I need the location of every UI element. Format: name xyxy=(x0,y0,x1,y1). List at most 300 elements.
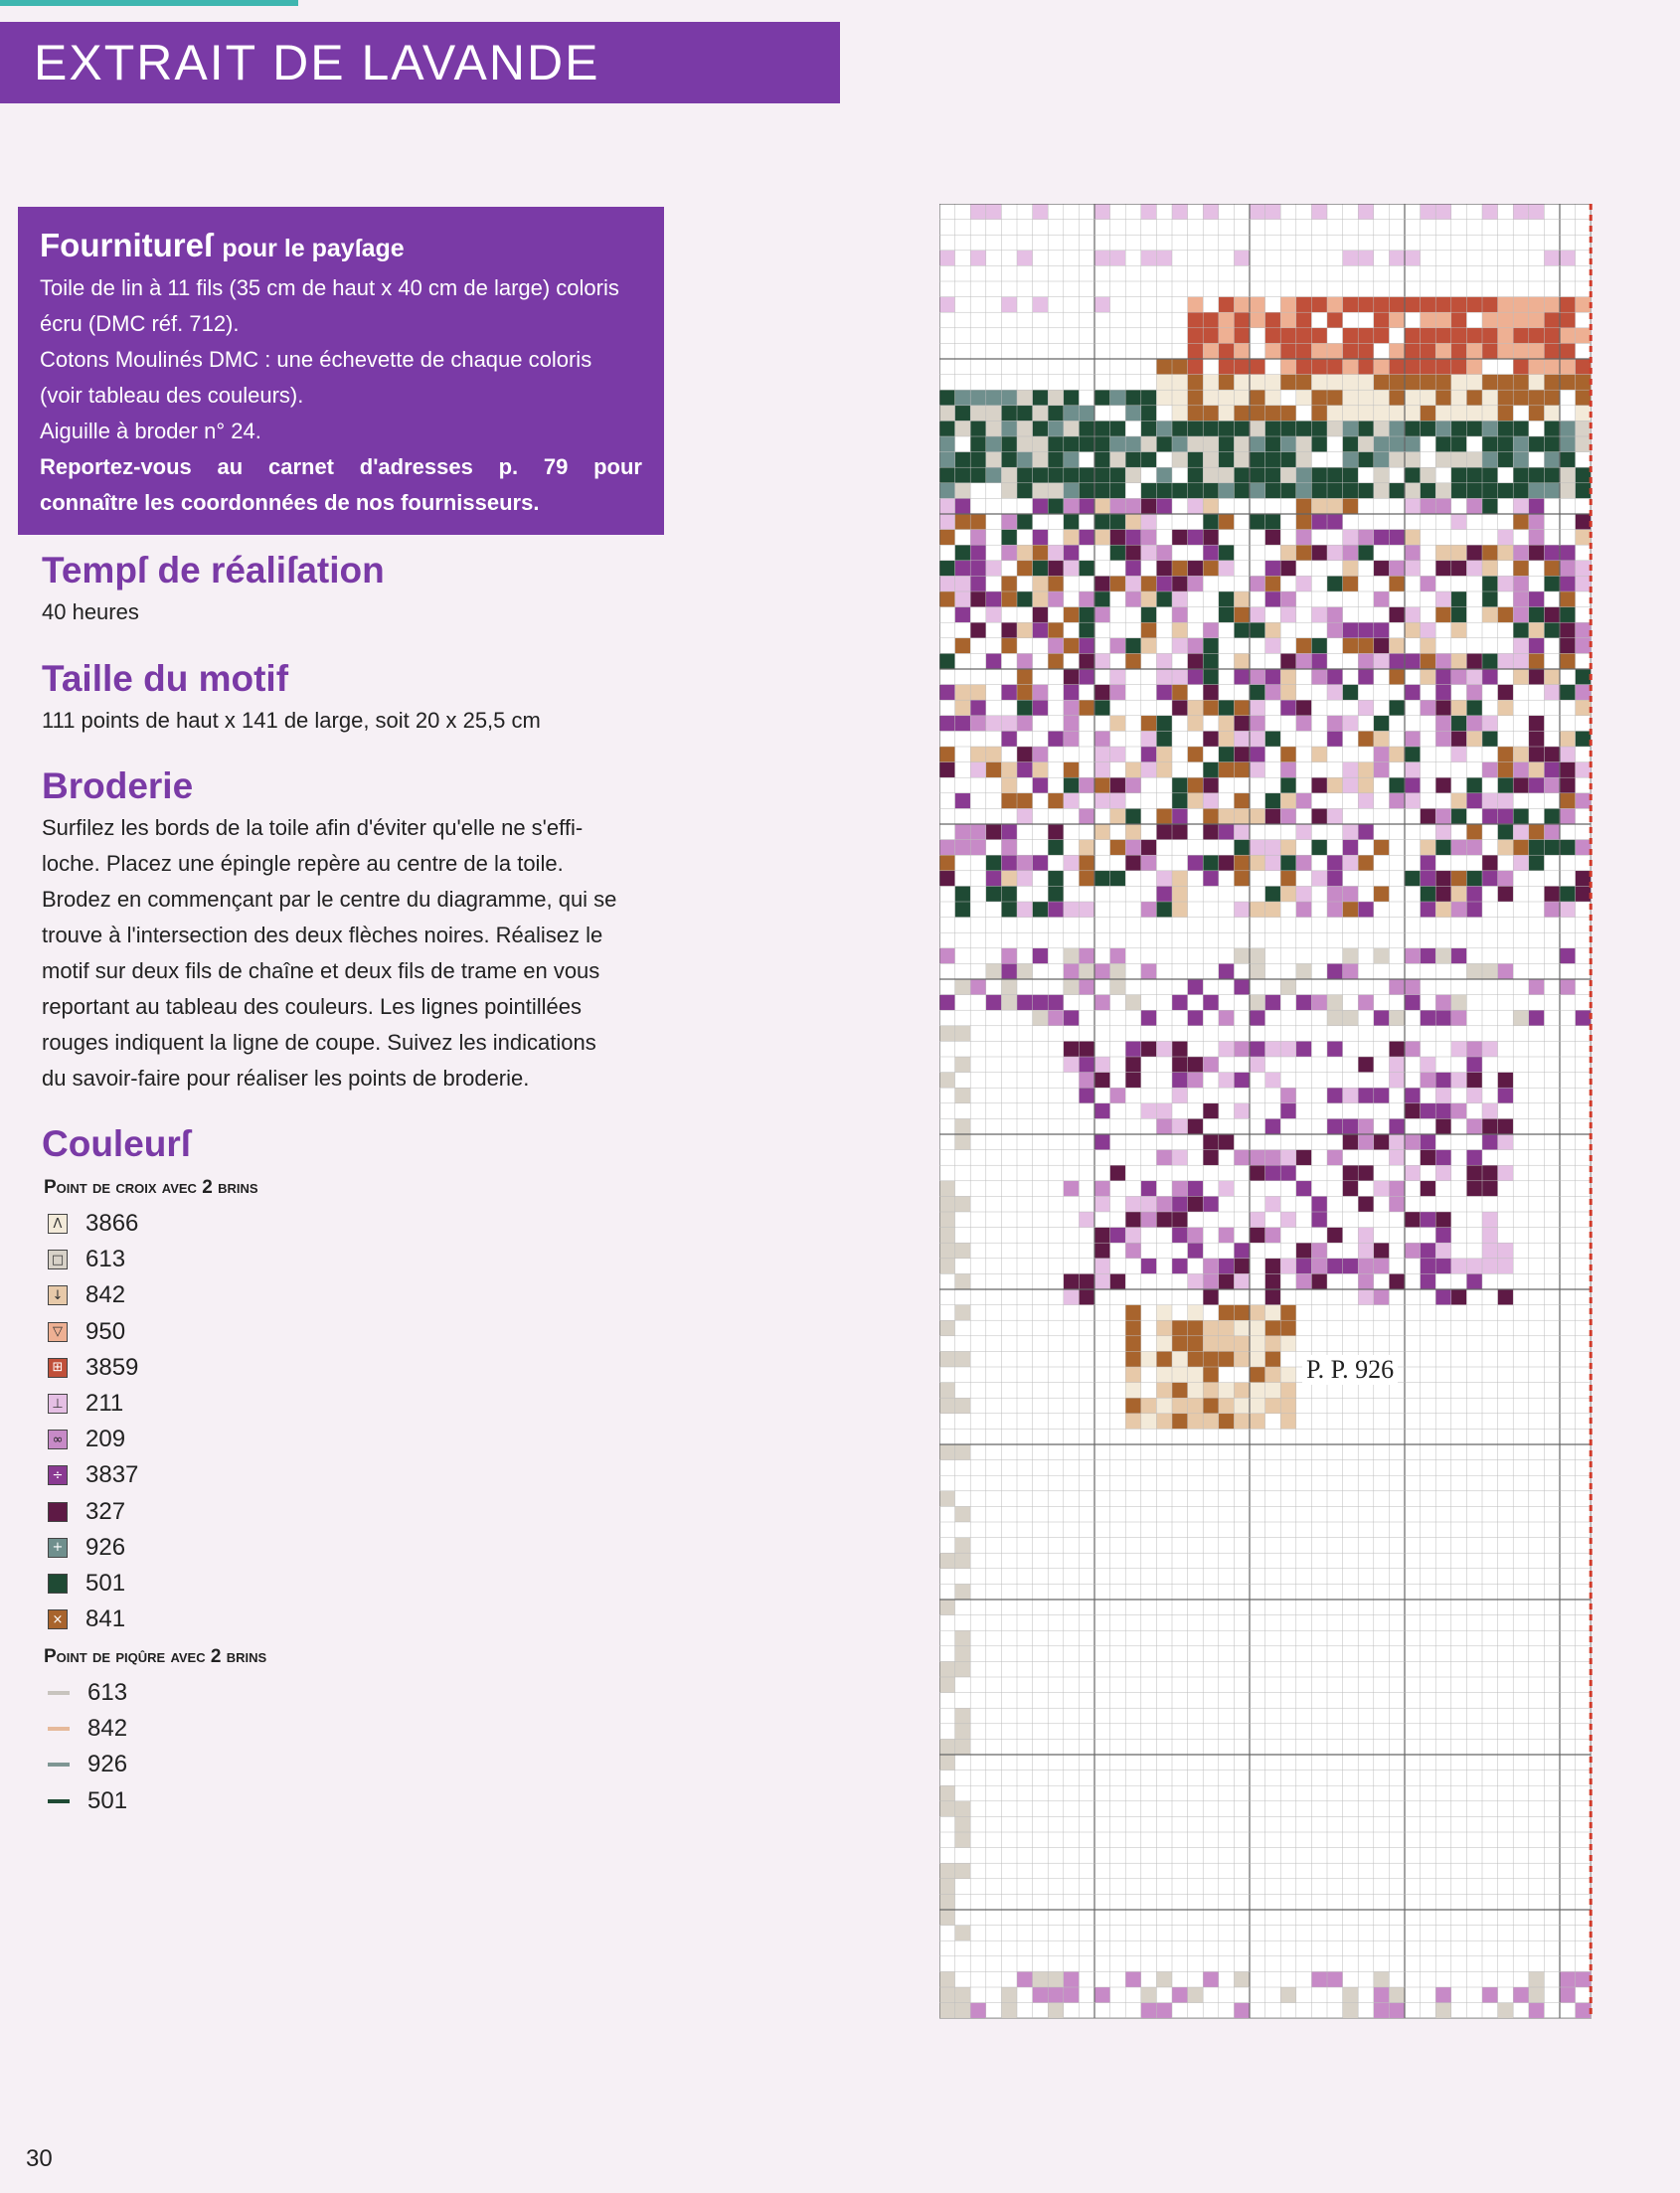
stitch-cell xyxy=(1125,1243,1141,1259)
stitch-cell xyxy=(1234,1305,1250,1321)
stitch-cell xyxy=(939,1351,955,1367)
stitch-cell xyxy=(1172,1073,1188,1089)
stitch-cell xyxy=(1421,840,1436,856)
stitch-cell xyxy=(1311,808,1327,824)
stitch-cell xyxy=(970,561,986,577)
stitch-cell xyxy=(1421,467,1436,483)
stitch-cell xyxy=(1033,948,1049,964)
stitch-cell xyxy=(1327,902,1343,918)
stitch-cell xyxy=(1374,886,1390,902)
stitch-cell xyxy=(955,1351,971,1367)
stitch-cell xyxy=(1451,607,1467,623)
stitch-cell xyxy=(1421,902,1436,918)
stitch-cell xyxy=(1498,343,1514,359)
stitch-cell xyxy=(1466,498,1482,514)
stitch-cell xyxy=(1156,1971,1172,1987)
stitch-cell xyxy=(1110,871,1126,887)
backstitch-line-swatch xyxy=(48,1799,70,1803)
stitch-cell xyxy=(970,2003,986,2019)
stitch-cell xyxy=(1110,747,1126,762)
stitch-cell xyxy=(1001,436,1017,452)
stitch-cell xyxy=(939,1863,955,1879)
stitch-cell xyxy=(1358,359,1374,375)
stitch-cell xyxy=(1188,1118,1204,1134)
stitch-cell xyxy=(970,530,986,546)
stitch-cell xyxy=(1064,700,1080,716)
stitch-cell xyxy=(1311,406,1327,422)
stitch-cell xyxy=(939,1398,955,1414)
stitch-cell xyxy=(1110,777,1126,793)
stitch-cell xyxy=(1125,1971,1141,1987)
supplies-line: Toile de lin à 11 fils (35 cm de haut x 40 cm de large) coloris xyxy=(40,275,619,300)
stitch-cell xyxy=(1482,1243,1498,1259)
color-code: 926 xyxy=(87,1751,128,1778)
stitch-cell xyxy=(1327,871,1343,887)
stitch-cell xyxy=(1421,406,1436,422)
stitch-cell xyxy=(1048,591,1064,607)
stitch-cell xyxy=(1234,1150,1250,1166)
stitch-cell xyxy=(955,498,971,514)
color-code: 3859 xyxy=(85,1353,139,1381)
stitch-cell xyxy=(1374,421,1390,436)
stitch-cell xyxy=(970,406,986,422)
stitch-cell xyxy=(1498,762,1514,778)
stitch-cell xyxy=(1079,607,1094,623)
stitch-cell xyxy=(1125,1041,1141,1057)
legend-item xyxy=(48,1786,127,1816)
stitch-cell xyxy=(1421,871,1436,887)
stitch-cell xyxy=(1094,653,1110,669)
stitch-cell xyxy=(1466,1273,1482,1289)
stitch-cell xyxy=(1188,1367,1204,1383)
stitch-cell xyxy=(1265,561,1281,577)
stitch-cell xyxy=(1079,1088,1094,1103)
stitch-cell xyxy=(1280,452,1296,468)
stitch-cell xyxy=(1156,1305,1172,1321)
stitch-cell xyxy=(1421,638,1436,654)
stitch-cell xyxy=(1421,328,1436,344)
stitch-cell xyxy=(1250,483,1265,499)
stitch-cell xyxy=(1529,204,1545,220)
stitch-cell xyxy=(1141,483,1157,499)
stitch-cell xyxy=(1358,1057,1374,1073)
stitch-cell xyxy=(1001,406,1017,422)
page-number: 30 xyxy=(26,2145,53,2172)
stitch-cell xyxy=(1250,622,1265,638)
stitch-cell xyxy=(1358,328,1374,344)
stitch-cell xyxy=(1219,1259,1235,1274)
stitch-cell xyxy=(1125,808,1141,824)
stitch-cell xyxy=(1234,840,1250,856)
stitch-cell xyxy=(1125,1212,1141,1228)
stitch-cell xyxy=(1172,777,1188,793)
stitch-cell xyxy=(1048,995,1064,1011)
page-title-bar xyxy=(0,22,840,103)
stitch-cell xyxy=(939,514,955,530)
stitch-cell xyxy=(1576,467,1592,483)
stitch-cell xyxy=(1265,1196,1281,1212)
stitch-cell xyxy=(1389,312,1405,328)
stitch-cell xyxy=(1156,1212,1172,1228)
stitch-cell xyxy=(1280,561,1296,577)
stitch-cell xyxy=(1203,467,1219,483)
stitch-cell xyxy=(1219,561,1235,577)
stitch-cell xyxy=(1172,1196,1188,1212)
stitch-cell xyxy=(986,406,1002,422)
stitch-cell xyxy=(1421,855,1436,871)
stitch-cell xyxy=(1156,1196,1172,1212)
stitch-cell xyxy=(1451,871,1467,887)
stitch-cell xyxy=(1234,607,1250,623)
stitch-cell xyxy=(1435,1118,1451,1134)
stitch-cell xyxy=(1094,530,1110,546)
stitch-cell xyxy=(1343,948,1359,964)
stitch-cell xyxy=(939,1026,955,1042)
stitch-cell xyxy=(1482,312,1498,328)
stitch-cell xyxy=(1265,1305,1281,1321)
stitch-cell xyxy=(1172,452,1188,468)
stitch-cell xyxy=(1001,948,1017,964)
stitch-cell xyxy=(1079,530,1094,546)
stitch-cell xyxy=(939,653,955,669)
stitch-cell xyxy=(1358,762,1374,778)
stitch-cell xyxy=(1389,979,1405,995)
stitch-cell xyxy=(1172,1057,1188,1073)
stitch-cell xyxy=(1421,1243,1436,1259)
stitch-cell xyxy=(1343,375,1359,391)
stitch-cell xyxy=(1219,312,1235,328)
stitch-cell xyxy=(1374,622,1390,638)
stitch-cell xyxy=(1064,1273,1080,1289)
stitch-cell xyxy=(1156,886,1172,902)
stitch-cell xyxy=(1513,653,1529,669)
stitch-cell xyxy=(939,297,955,313)
stitch-cell xyxy=(1451,700,1467,716)
stitch-cell xyxy=(1017,653,1033,669)
stitch-cell xyxy=(1576,1971,1592,1987)
stitch-cell xyxy=(1048,653,1064,669)
stitch-cell xyxy=(1172,824,1188,840)
stitch-cell xyxy=(1017,483,1033,499)
stitch-cell xyxy=(1389,1041,1405,1057)
stitch-cell xyxy=(1110,793,1126,809)
stitch-cell xyxy=(1296,1150,1312,1166)
stitch-cell xyxy=(955,1444,971,1460)
stitch-cell xyxy=(1094,483,1110,499)
stitch-cell xyxy=(1017,251,1033,266)
stitch-cell xyxy=(1311,995,1327,1011)
stitch-cell xyxy=(1358,1228,1374,1244)
stitch-cell xyxy=(1435,871,1451,887)
stitch-cell xyxy=(1466,421,1482,436)
stitch-cell xyxy=(1172,1398,1188,1414)
stitch-cell xyxy=(1374,653,1390,669)
stitch-cell xyxy=(1234,653,1250,669)
stitch-cell xyxy=(1498,1073,1514,1089)
stitch-cell xyxy=(1125,561,1141,577)
stitch-cell xyxy=(1435,1088,1451,1103)
stitch-cell xyxy=(939,1600,955,1615)
stitch-cell xyxy=(1017,716,1033,732)
stitch-cell xyxy=(1048,886,1064,902)
stitch-cell xyxy=(1498,390,1514,406)
stitch-cell xyxy=(1234,1041,1250,1057)
stitch-cell xyxy=(1141,390,1157,406)
stitch-cell xyxy=(1343,576,1359,591)
stitch-cell xyxy=(1079,622,1094,638)
stitch-cell xyxy=(970,251,986,266)
stitch-cell xyxy=(1094,793,1110,809)
stitch-cell xyxy=(1343,1088,1359,1103)
stitch-cell xyxy=(1482,467,1498,483)
stitch-cell xyxy=(1188,375,1204,391)
stitch-cell xyxy=(1513,669,1529,685)
stitch-cell xyxy=(1389,375,1405,391)
stitch-cell xyxy=(1172,808,1188,824)
stitch-cell xyxy=(1466,669,1482,685)
stitch-cell xyxy=(1094,1243,1110,1259)
stitch-cell xyxy=(955,1305,971,1321)
stitch-cell xyxy=(1544,436,1560,452)
stitch-cell xyxy=(1048,467,1064,483)
stitch-cell xyxy=(1513,545,1529,561)
stitch-cell xyxy=(1296,1041,1312,1057)
stitch-cell xyxy=(1389,251,1405,266)
legend-item xyxy=(48,1750,127,1779)
stitch-cell xyxy=(1311,343,1327,359)
embroidery-line: Brodez en commençant par le centre du diagramme, qui se xyxy=(42,887,617,912)
legend-item xyxy=(48,1280,125,1310)
stitch-cell xyxy=(1156,436,1172,452)
stitch-cell xyxy=(1529,343,1545,359)
stitch-cell xyxy=(1405,622,1421,638)
stitch-cell xyxy=(1466,452,1482,468)
stitch-cell xyxy=(1296,902,1312,918)
stitch-cell xyxy=(1079,406,1094,422)
stitch-cell xyxy=(1280,1414,1296,1430)
stitch-cell xyxy=(1219,1320,1235,1336)
stitch-cell xyxy=(1343,1134,1359,1150)
stitch-cell xyxy=(1544,312,1560,328)
stitch-cell xyxy=(1141,452,1157,468)
stitch-cell xyxy=(1094,421,1110,436)
stitch-cell xyxy=(1079,436,1094,452)
stitch-cell xyxy=(1048,638,1064,654)
stitch-cell xyxy=(1280,1398,1296,1414)
stitch-cell xyxy=(1234,948,1250,964)
stitch-cell xyxy=(1203,824,1219,840)
stitch-cell xyxy=(1466,793,1482,809)
stitch-cell xyxy=(1141,1987,1157,2003)
stitch-cell xyxy=(1311,467,1327,483)
stitch-cell xyxy=(1001,979,1017,995)
stitch-cell xyxy=(1079,808,1094,824)
stitch-cell xyxy=(1405,653,1421,669)
stitch-cell xyxy=(1296,390,1312,406)
stitch-cell xyxy=(1017,669,1033,685)
stitch-cell xyxy=(1451,421,1467,436)
stitch-cell xyxy=(1421,700,1436,716)
stitch-cell xyxy=(1560,591,1576,607)
stitch-cell xyxy=(1343,436,1359,452)
stitch-cell xyxy=(1265,1336,1281,1352)
stitch-cell xyxy=(1219,1398,1235,1414)
stitch-cell xyxy=(1482,498,1498,514)
stitch-cell xyxy=(1234,591,1250,607)
stitch-cell xyxy=(1250,421,1265,436)
stitch-cell xyxy=(1405,1165,1421,1181)
color-code: 209 xyxy=(85,1426,126,1453)
stitch-cell xyxy=(1405,607,1421,623)
stitch-cell xyxy=(1343,328,1359,344)
stitch-cell xyxy=(1033,855,1049,871)
stitch-cell xyxy=(1141,498,1157,514)
stitch-cell xyxy=(1234,979,1250,995)
stitch-cell xyxy=(1172,871,1188,887)
stitch-cell xyxy=(1219,855,1235,871)
stitch-cell xyxy=(1219,421,1235,436)
stitch-cell xyxy=(1327,995,1343,1011)
stitch-cell xyxy=(1250,1351,1265,1367)
stitch-cell xyxy=(1327,514,1343,530)
stitch-cell xyxy=(1466,1057,1482,1073)
stitch-cell xyxy=(1343,467,1359,483)
stitch-cell xyxy=(1203,808,1219,824)
stitch-cell xyxy=(970,622,986,638)
stitch-cell xyxy=(939,1491,955,1507)
stitch-cell xyxy=(1451,375,1467,391)
stitch-cell xyxy=(1560,375,1576,391)
stitch-cell xyxy=(1250,1414,1265,1430)
stitch-cell xyxy=(1311,840,1327,856)
stitch-cell xyxy=(1265,514,1281,530)
stitch-cell xyxy=(1001,777,1017,793)
color-swatch xyxy=(48,1574,68,1594)
stitch-cell xyxy=(1482,375,1498,391)
stitch-cell xyxy=(955,1987,971,2003)
stitch-cell xyxy=(970,591,986,607)
stitch-cell xyxy=(1482,1228,1498,1244)
stitch-cell xyxy=(1560,1987,1576,2003)
stitch-cell xyxy=(1327,421,1343,436)
stitch-cell xyxy=(1094,576,1110,591)
stitch-cell xyxy=(1358,421,1374,436)
stitch-cell xyxy=(1172,421,1188,436)
legend-item xyxy=(48,1533,125,1563)
stitch-cell xyxy=(1234,1103,1250,1119)
stitch-cell xyxy=(970,467,986,483)
stitch-cell xyxy=(939,1228,955,1244)
stitch-cell xyxy=(1513,312,1529,328)
stitch-cell xyxy=(1141,747,1157,762)
stitch-cell xyxy=(986,421,1002,436)
stitch-cell xyxy=(1296,716,1312,732)
stitch-cell xyxy=(1482,1181,1498,1197)
stitch-cell xyxy=(955,1832,971,1848)
stitch-cell xyxy=(1435,777,1451,793)
stitch-cell xyxy=(1125,1414,1141,1430)
stitch-cell xyxy=(939,1894,955,1910)
legend-item xyxy=(48,1604,125,1634)
stitch-cell xyxy=(1358,452,1374,468)
stitch-cell xyxy=(1110,421,1126,436)
embroidery-line: motif sur deux fils de chaîne et deux fils de trame en vous xyxy=(42,958,600,983)
stitch-cell xyxy=(1203,1134,1219,1150)
stitch-cell xyxy=(1482,436,1498,452)
stitch-cell xyxy=(1094,297,1110,313)
stitch-cell xyxy=(1529,297,1545,313)
stitch-cell xyxy=(1296,421,1312,436)
stitch-cell xyxy=(1156,1383,1172,1399)
stitch-cell xyxy=(1421,1073,1436,1089)
stitch-cell xyxy=(1513,808,1529,824)
stitch-cell xyxy=(1125,390,1141,406)
stitch-cell xyxy=(1188,1987,1204,2003)
stitch-cell xyxy=(1234,1320,1250,1336)
stitch-cell xyxy=(1560,886,1576,902)
stitch-cell xyxy=(1435,312,1451,328)
stitch-cell xyxy=(1265,808,1281,824)
color-code: 3837 xyxy=(85,1461,139,1489)
stitch-cell xyxy=(1389,1150,1405,1166)
stitch-cell xyxy=(1560,622,1576,638)
stitch-cell xyxy=(1421,948,1436,964)
stitch-cell xyxy=(1064,530,1080,546)
stitch-cell xyxy=(1358,436,1374,452)
stitch-cell xyxy=(955,793,971,809)
stitch-cell xyxy=(1280,406,1296,422)
stitch-cell xyxy=(1374,467,1390,483)
stitch-cell xyxy=(1327,483,1343,499)
stitch-cell xyxy=(1343,777,1359,793)
stitch-cell xyxy=(1188,638,1204,654)
legend-item xyxy=(48,1714,127,1744)
stitch-cell xyxy=(1296,1259,1312,1274)
stitch-cell xyxy=(1125,995,1141,1011)
stitch-cell xyxy=(970,824,986,840)
stitch-cell xyxy=(1265,1367,1281,1383)
stitch-cell xyxy=(1125,452,1141,468)
stitch-cell xyxy=(939,1073,955,1089)
stitch-cell xyxy=(1466,390,1482,406)
stitch-cell xyxy=(1389,1010,1405,1026)
stitch-cell xyxy=(1141,1259,1157,1274)
stitch-cell xyxy=(1435,1228,1451,1244)
stitch-cell xyxy=(1048,731,1064,747)
stitch-cell xyxy=(939,1661,955,1677)
stitch-cell xyxy=(1141,902,1157,918)
stitch-cell xyxy=(1498,312,1514,328)
stitch-cell xyxy=(1560,1971,1576,1987)
stitch-cell xyxy=(955,421,971,436)
stitch-cell xyxy=(1343,762,1359,778)
stitch-cell xyxy=(1094,685,1110,701)
stitch-cell xyxy=(1001,995,1017,1011)
stitch-cell xyxy=(1017,995,1033,1011)
stitch-cell xyxy=(1343,886,1359,902)
stitch-cell xyxy=(1296,963,1312,979)
legend-item xyxy=(48,1317,125,1347)
stitch-cell xyxy=(1296,452,1312,468)
stitch-cell xyxy=(1405,483,1421,499)
stitch-cell xyxy=(1544,669,1560,685)
stitch-cell xyxy=(1451,1010,1467,1026)
stitch-cell xyxy=(1017,591,1033,607)
stitch-cell xyxy=(1250,1320,1265,1336)
stitch-cell xyxy=(1358,251,1374,266)
stitch-cell xyxy=(1079,1041,1094,1057)
stitch-cell xyxy=(1203,483,1219,499)
